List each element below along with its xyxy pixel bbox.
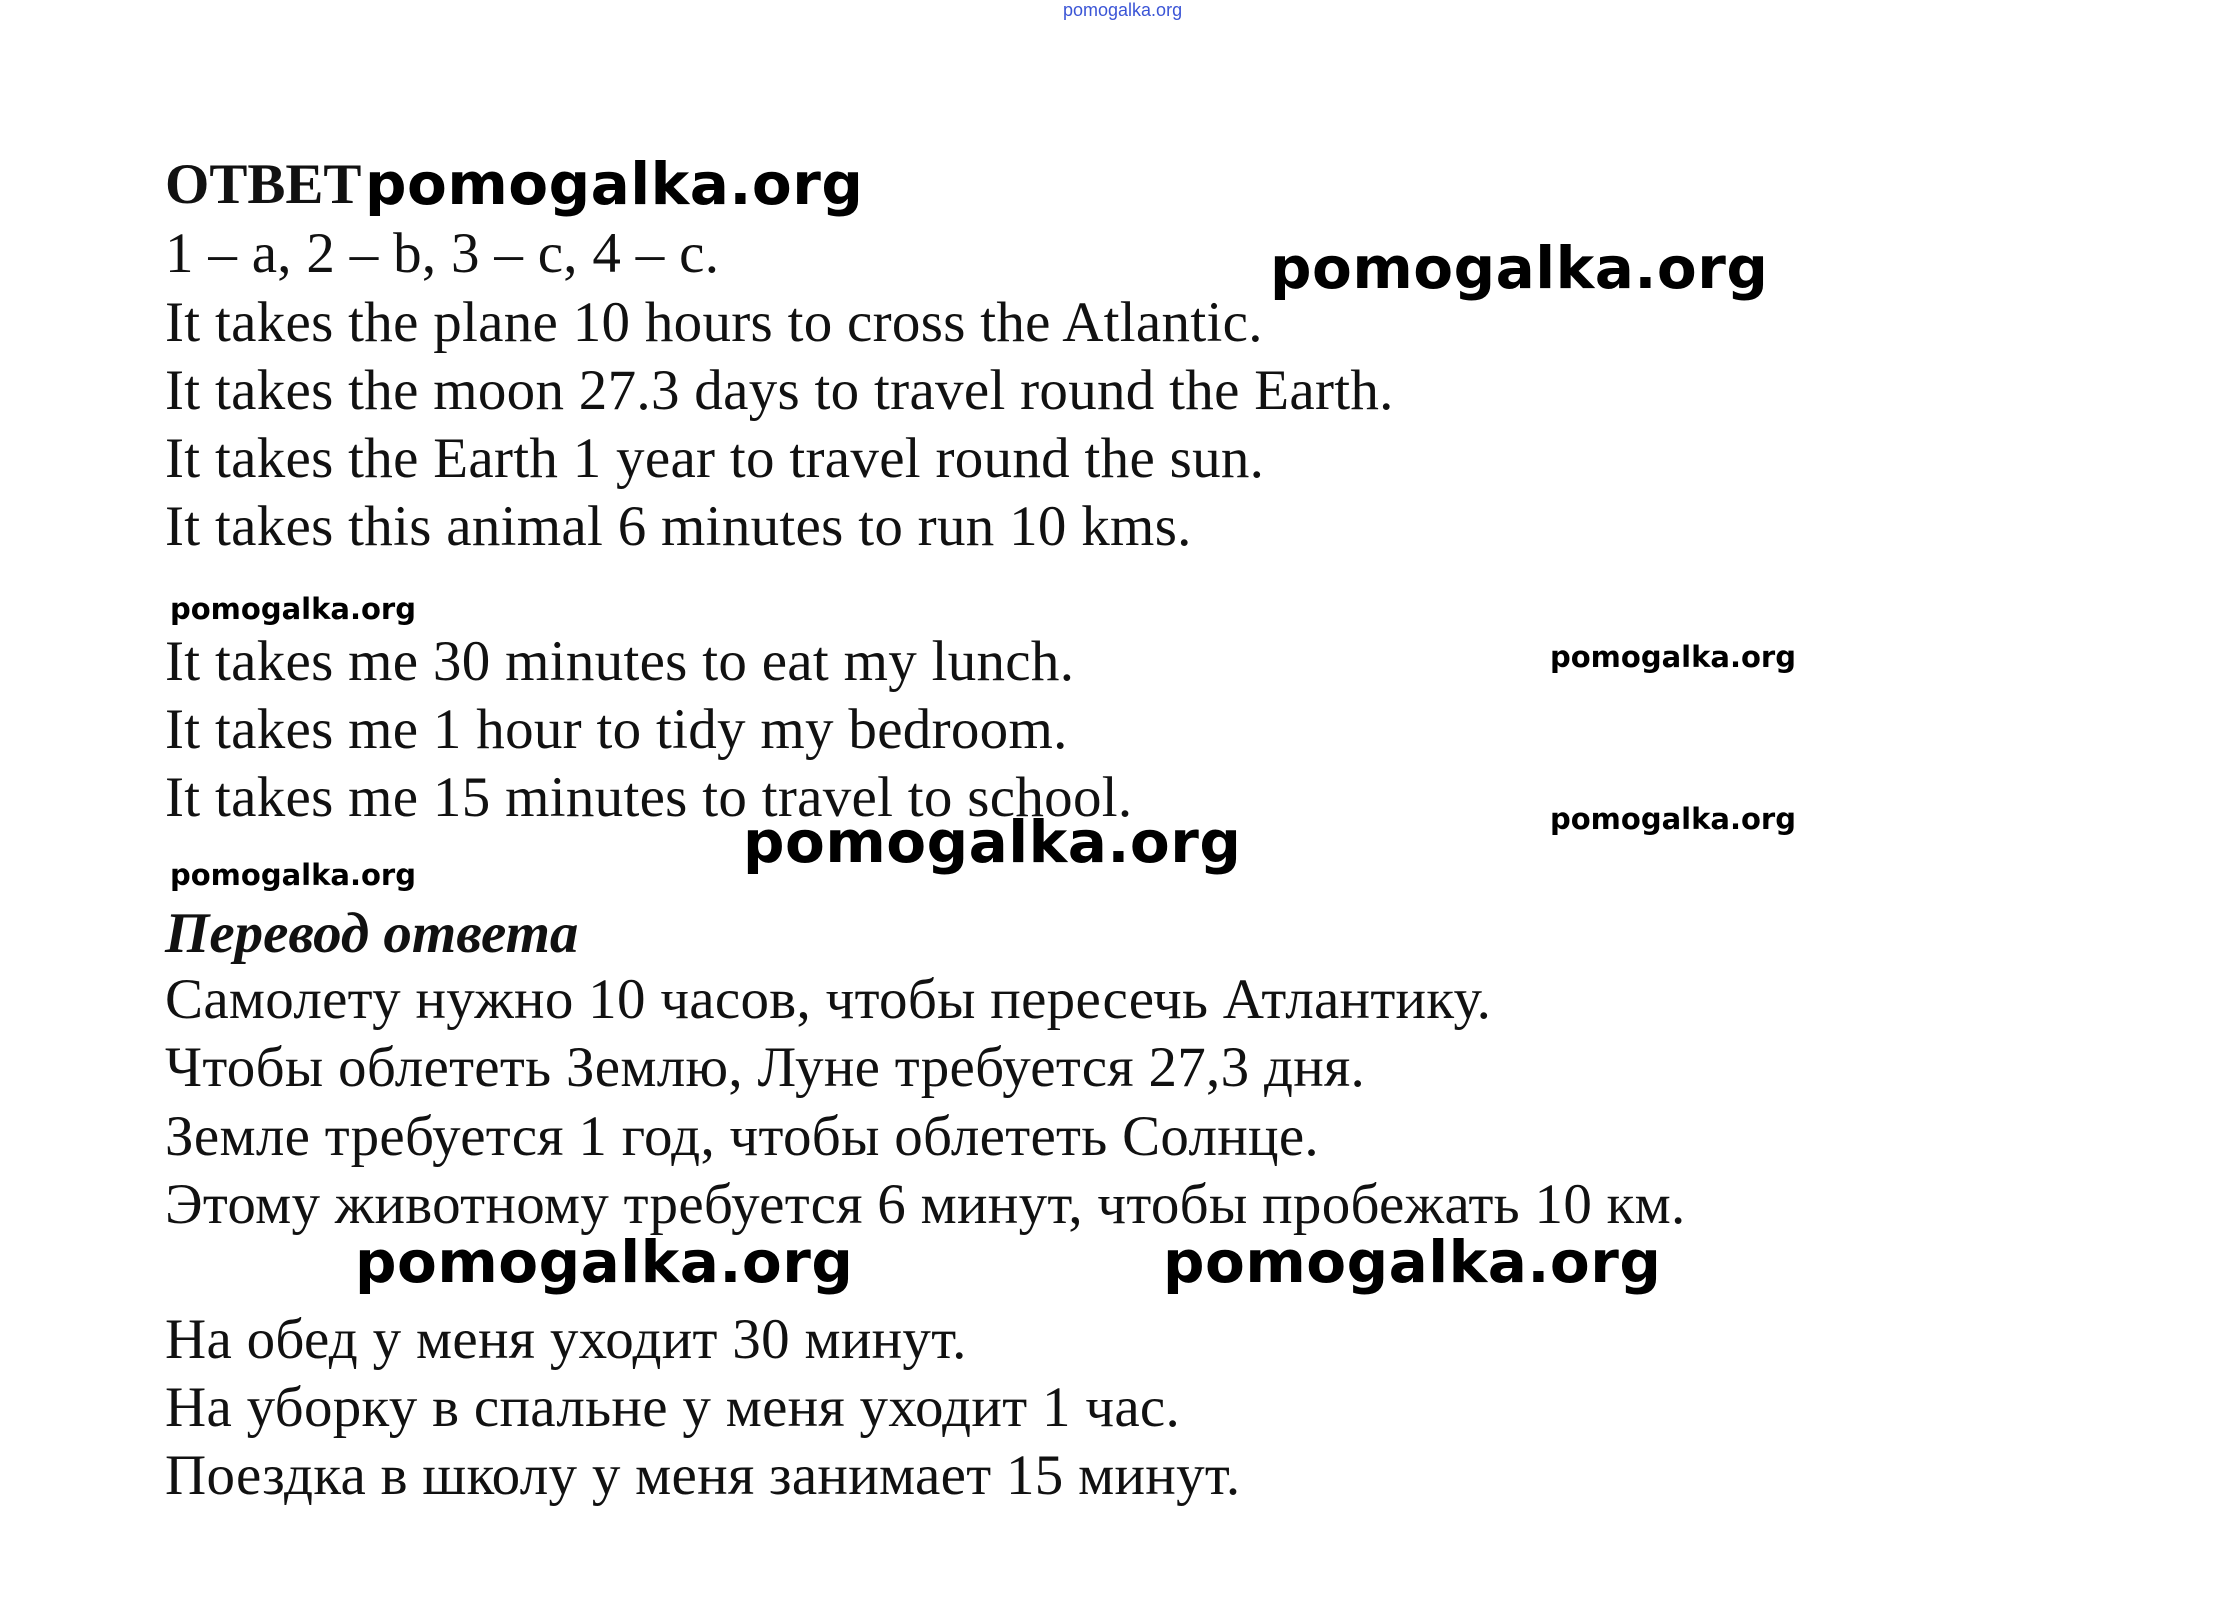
sentence-line: It takes me 30 minutes to eat my lunch.: [165, 630, 1075, 693]
watermark: pomogalka.org: [743, 808, 1242, 876]
sentence-line: It takes the plane 10 hours to cross the Atlantic.: [165, 291, 1263, 354]
sentence-line: It takes me 1 hour to tidy my bedroom.: [165, 698, 1068, 761]
sentence-line: It takes the moon 27.3 days to travel round the Earth.: [165, 359, 1394, 422]
watermark: pomogalka.org: [1550, 802, 1796, 836]
top-watermark: pomogalka.org: [1063, 0, 1183, 20]
translation-line: Земле требуется 1 год, чтобы облететь Солнце.: [165, 1105, 1319, 1168]
watermark: pomogalka.org: [170, 592, 416, 626]
watermark: pomogalka.org: [170, 858, 416, 892]
translation-line: Самолету нужно 10 часов, чтобы пересечь Атлантику.: [165, 968, 1492, 1031]
translation-line: Этому животному требуется 6 минут, чтобы пробежать 10 км.: [165, 1173, 1686, 1236]
translation-line: Поездка в школу у меня занимает 15 минут.: [165, 1444, 1241, 1507]
watermark: pomogalka.org: [1163, 1228, 1662, 1296]
answer-heading: ОТВЕТ: [165, 153, 362, 216]
sentence-line: It takes the Earth 1 year to travel round the sun.: [165, 427, 1265, 490]
translation-heading: Перевод ответа: [165, 902, 579, 965]
watermark: pomogalka.org: [355, 1228, 854, 1296]
sentence-line: It takes me 15 minutes to travel to school.: [165, 766, 1133, 829]
watermark: pomogalka.org: [1550, 640, 1796, 674]
translation-line: На уборку в спальне у меня уходит 1 час.: [165, 1376, 1181, 1439]
translation-line: На обед у меня уходит 30 минут.: [165, 1308, 967, 1371]
matching-answer: 1 – a, 2 – b, 3 – c, 4 – c.: [165, 222, 720, 285]
watermark: pomogalka.org: [365, 150, 864, 218]
translation-line: Чтобы облететь Землю, Луне требуется 27,3 дня.: [165, 1036, 1366, 1099]
watermark: pomogalka.org: [1270, 234, 1769, 302]
sentence-line: It takes this animal 6 minutes to run 10 kms.: [165, 495, 1192, 558]
